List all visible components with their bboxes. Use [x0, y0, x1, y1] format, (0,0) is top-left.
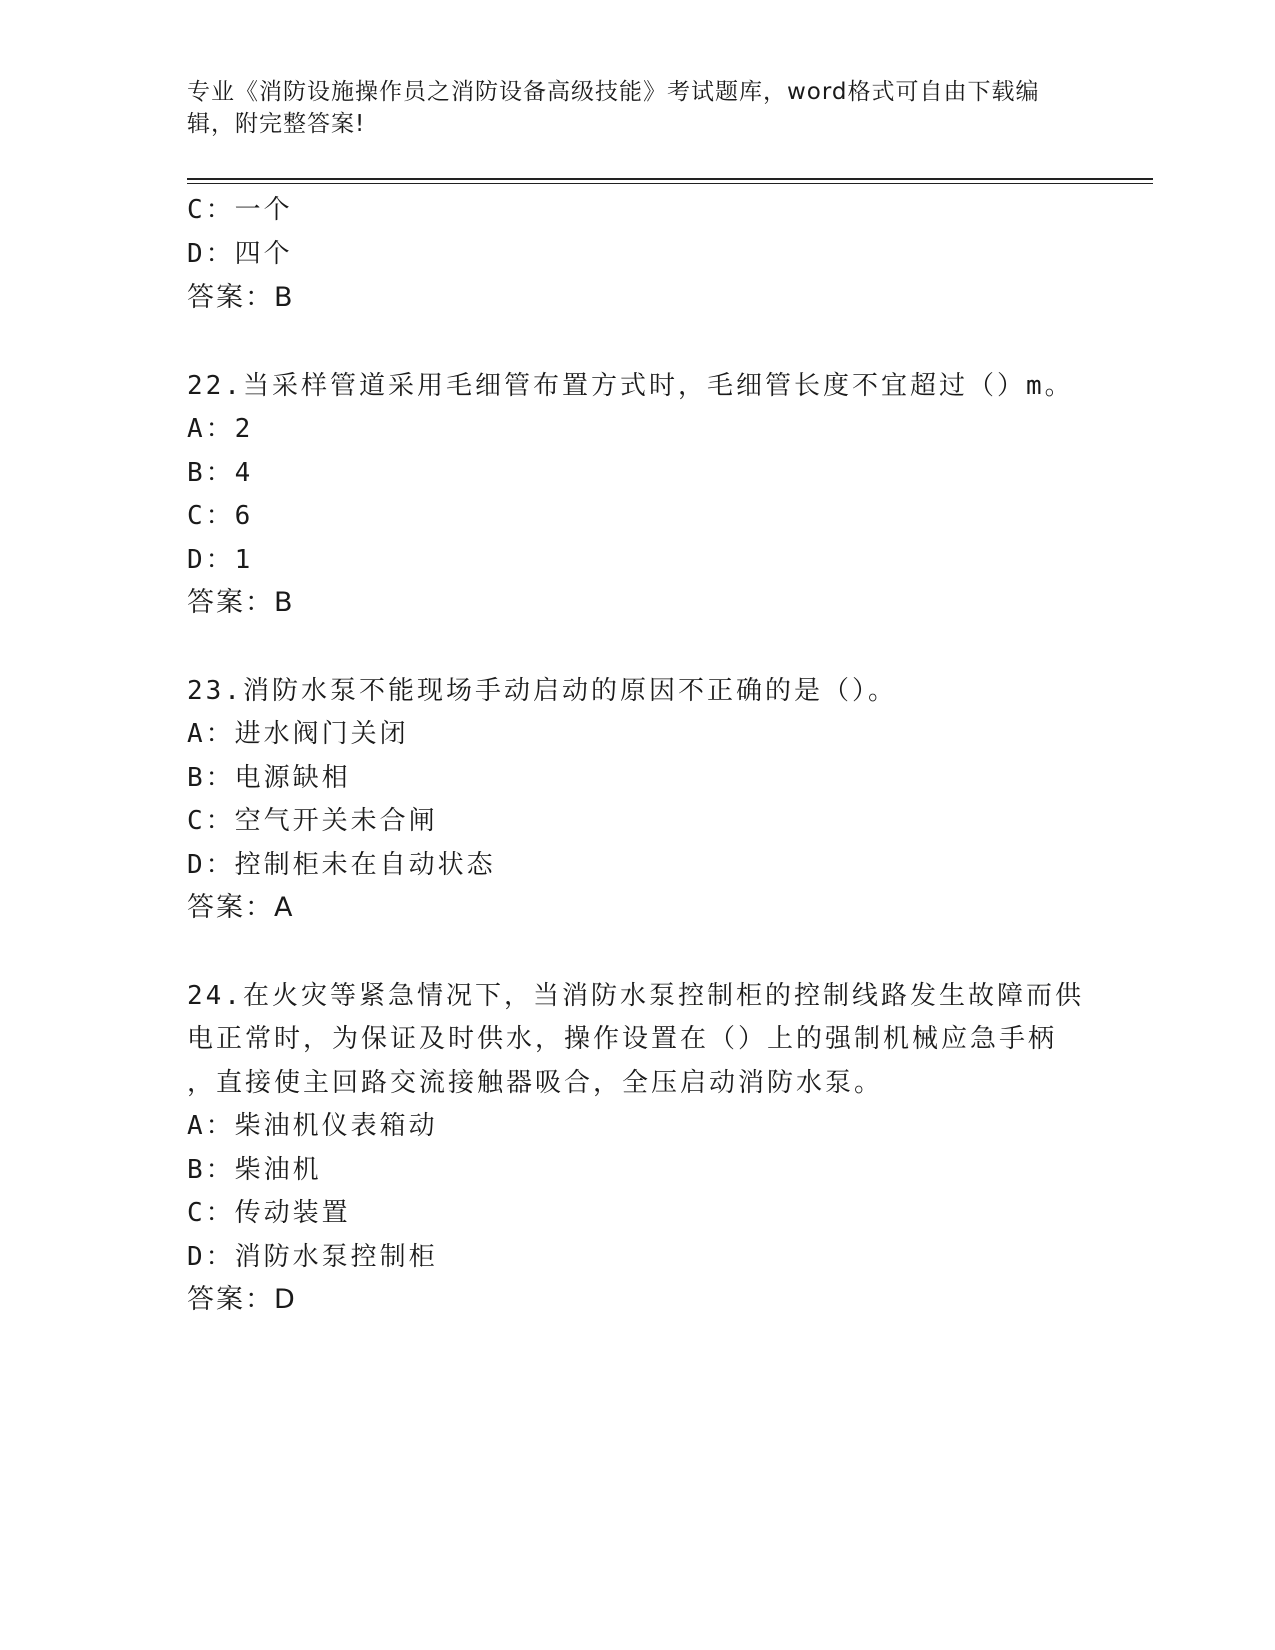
page-header — [187, 76, 1087, 140]
q22-option-b: B：4 — [187, 458, 254, 488]
q22-option-d: D：1 — [187, 545, 254, 575]
q22-option-a: A：2 — [187, 414, 254, 444]
header-line-2: 辑，附完整答案! — [187, 111, 366, 137]
q22-option-c: C：6 — [187, 501, 254, 531]
q23-option-b: B：电源缺相 — [187, 763, 351, 793]
q24-option-c: C：传动装置 — [187, 1198, 351, 1228]
q22-stem: 22.当采样管道采用毛细管布置方式时，毛细管长度不宜超过（）m。 — [187, 371, 1074, 401]
q24-stem-line-3: ，直接使主回路交流接触器吸合，全压启动消防水泵。 — [187, 1068, 884, 1098]
q24-option-a: A：柴油机仪表箱动 — [187, 1111, 438, 1141]
q23-option-a: A：进水阀门关闭 — [187, 719, 409, 749]
q24-answer: 答案：D — [187, 1284, 297, 1315]
q23-option-c: C：空气开关未合闸 — [187, 806, 438, 836]
header-line-1: 专业《消防设施操作员之消防设备高级技能》考试题库，word格式可自由下载编 — [187, 79, 1040, 105]
q22-answer: 答案：B — [187, 587, 295, 618]
q21-answer: 答案：B — [187, 282, 295, 313]
q24-option-b: B：柴油机 — [187, 1155, 322, 1185]
q21-option-d: D：四个 — [187, 239, 293, 269]
q24-stem-line-1: 24.在火灾等紧急情况下，当消防水泵控制柜的控制线路发生故障而供 — [187, 981, 1084, 1011]
q23-option-d: D：控制柜未在自动状态 — [187, 850, 496, 880]
q24-stem-line-2: 电正常时，为保证及时供水，操作设置在（）上的强制机械应急手柄 — [187, 1024, 1058, 1054]
header-divider-thick — [187, 178, 1153, 180]
q23-answer: 答案：A — [187, 892, 295, 923]
header-divider-thin — [187, 183, 1153, 184]
q23-stem: 23.消防水泵不能现场手动启动的原因不正确的是（）。 — [187, 676, 897, 706]
q21-option-c: C：一个 — [187, 195, 293, 225]
q24-option-d: D：消防水泵控制柜 — [187, 1242, 438, 1272]
